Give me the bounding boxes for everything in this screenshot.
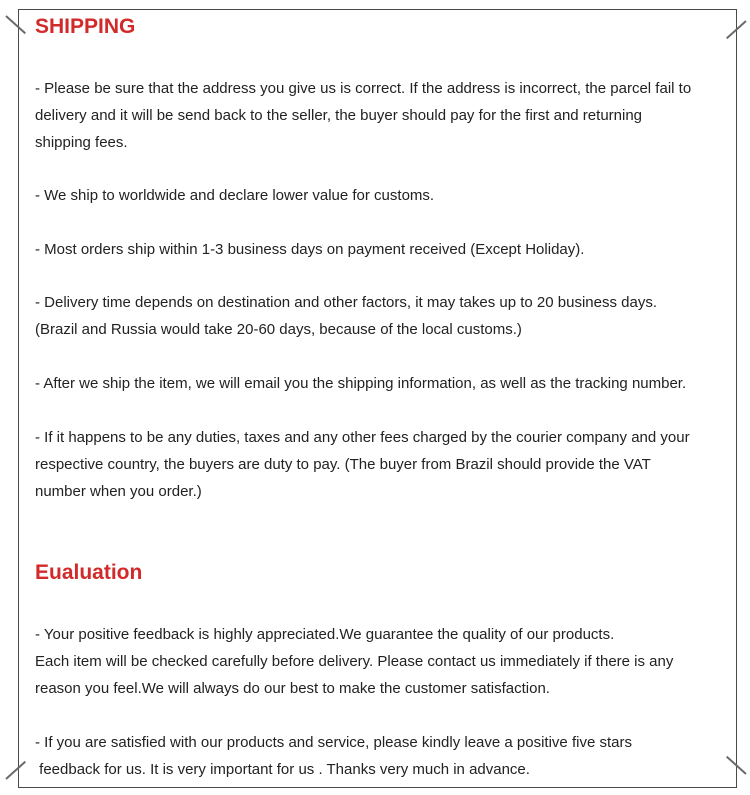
paragraph-line: shipping fees. [35, 134, 128, 151]
paragraph-line: - We ship to worldwide and declare lower value for customs. [35, 187, 435, 204]
shipping-heading: SHIPPING [35, 15, 136, 38]
paragraph-line: Each item will be checked carefully before delivery. Please contact us immediately if there is any [35, 653, 674, 670]
shipping-paragraph-worldwide [35, 182, 731, 209]
shipping-paragraph-address [35, 75, 731, 156]
paragraph-line: respective country, the buyers are duty to pay. (The buyer from Brazil should provide the VAT [35, 456, 651, 473]
evaluation-paragraph-feedback [35, 621, 731, 702]
shipping-paragraph-tracking [35, 370, 731, 397]
shipping-paragraph-processing [35, 236, 731, 263]
paragraph-line: (Brazil and Russia would take 20-60 days, because of the local customs.) [35, 321, 522, 338]
paragraph-line: delivery and it will be send back to the seller, the buyer should pay for the first and returning [35, 107, 643, 124]
paragraph-line: - Delivery time depends on destination and other factors, it may takes up to 20 business days. [35, 294, 658, 311]
paragraph-line: - If you are satisfied with our products and service, please kindly leave a positive five stars [35, 734, 632, 751]
paragraph-line: number when you order.) [35, 483, 202, 500]
paragraph-line: - Please be sure that the address you give us is correct. If the address is incorrect, the parcel fail to [35, 80, 692, 97]
paragraph-line: - Most orders ship within 1-3 business days on payment received (Except Holiday). [35, 241, 585, 258]
paragraph-line: - If it happens to be any duties, taxes and any other fees charged by the courier company and your [35, 429, 690, 446]
shipping-paragraph-delivery-time [35, 289, 731, 343]
evaluation-heading: Eualuation [35, 561, 143, 584]
evaluation-paragraph-five-stars [35, 729, 731, 783]
shipping-paragraph-duties [35, 424, 731, 505]
paragraph-line: reason you feel.We will always do our best to make the customer satisfaction. [35, 680, 550, 697]
paragraph-line: feedback for us. It is very important for us . Thanks very much in advance. [35, 761, 530, 778]
paragraph-line: - After we ship the item, we will email you the shipping information, as well as the tracking number. [35, 375, 687, 392]
paragraph-line: - Your positive feedback is highly appreciated.We guarantee the quality of our products. [35, 626, 615, 643]
